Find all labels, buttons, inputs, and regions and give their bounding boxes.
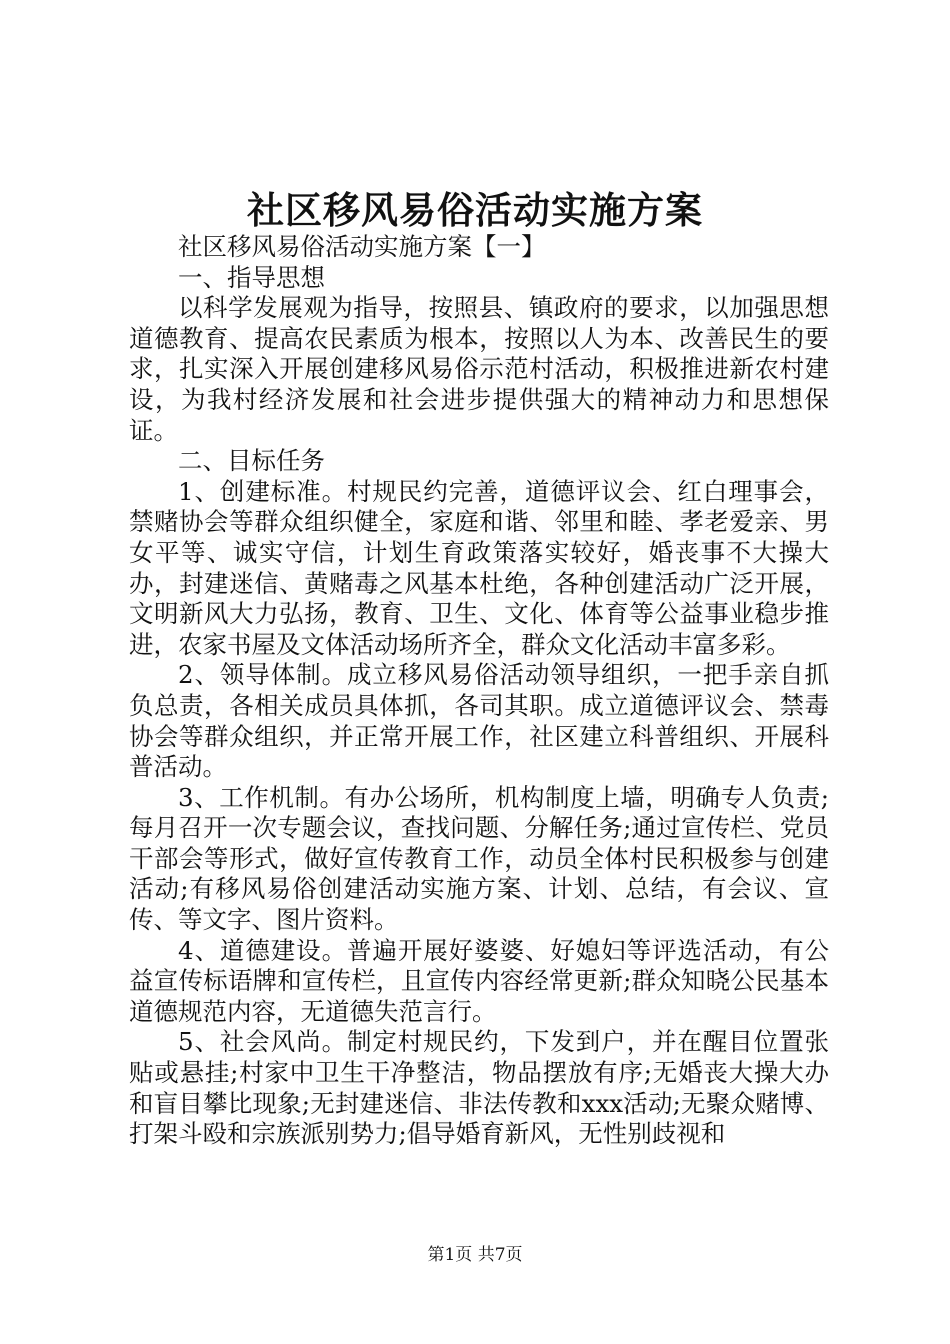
section-heading-guiding-ideology: 一、指导思想 (178, 262, 325, 292)
document-subtitle: 社区移风易俗活动实施方案【一】 (178, 232, 546, 261)
document-body (129, 232, 829, 1150)
paragraph-creation-standards: 1、创建标准。村规民约完善，道德评议会、红白理事会，禁赌协会等群众组织健全，家庭和谐、邻里和睦、孝老爱亲、男女平等、诚实守信，计划生育政策落实较好，婚丧事不大操大办，封建迷信、黄赌毒之风基本杜绝，各种创建活动广泛开展，文明新风大力弘扬，教育、卫生、文化、体育等公益事业稳步推进，农家书屋及文体活动场所齐全，群众文化活动丰富多彩。 (129, 476, 829, 659)
page-title: 社区移风易俗活动实施方案 (247, 188, 703, 232)
paragraph-leadership-system: 2、领导体制。成立移风易俗活动领导组织，一把手亲自抓负总责，各相关成员具体抓，各司其职。成立道德评议会、禁毒协会等群众组织，并正常开展工作，社区建立科普组织、开展科普活动。 (129, 660, 829, 782)
page-number-footer: 第1页 共7页 (427, 1245, 523, 1265)
section-heading-goals-tasks: 二、目标任务 (178, 446, 325, 476)
paragraph-guiding-ideology: 以科学发展观为指导，按照县、镇政府的要求，以加强思想道德教育、提高农民素质为根本，按照以人为本、改善民生的要求，扎实深入开展创建移风易俗示范村活动，积极推进新农村建设，为我村经济发展和社会进步提供强大的精神动力和思想保证。 (129, 293, 829, 445)
paragraph-moral-construction: 4、道德建设。普遍开展好婆婆、好媳妇等评选活动，有公益宣传标语牌和宣传栏，且宣传内容经常更新;群众知晓公民基本道德规范内容，无道德失范言行。 (129, 935, 829, 1026)
paragraph-work-mechanism: 3、工作机制。有办公场所，机构制度上墙，明确专人负责;每月召开一次专题会议，查找问题、分解任务;通过宣传栏、党员干部会等形式，做好宣传教育工作，动员全体村民积极参与创建活动;有移风易俗创建活动实施方案、计划、总结，有会议、宣传、等文字、图片资料。 (129, 782, 829, 935)
paragraph-social-customs: 5、社会风尚。制定村规民约，下发到户，并在醒目位置张贴或悬挂;村家中卫生干净整洁，物品摆放有序;无婚丧大操大办和盲目攀比现象;无封建迷信、非法传教和xxx活动;无聚众赌博、打架斗殴和宗族派别势力;倡导婚育新风，无性别歧视和 (129, 1027, 829, 1149)
